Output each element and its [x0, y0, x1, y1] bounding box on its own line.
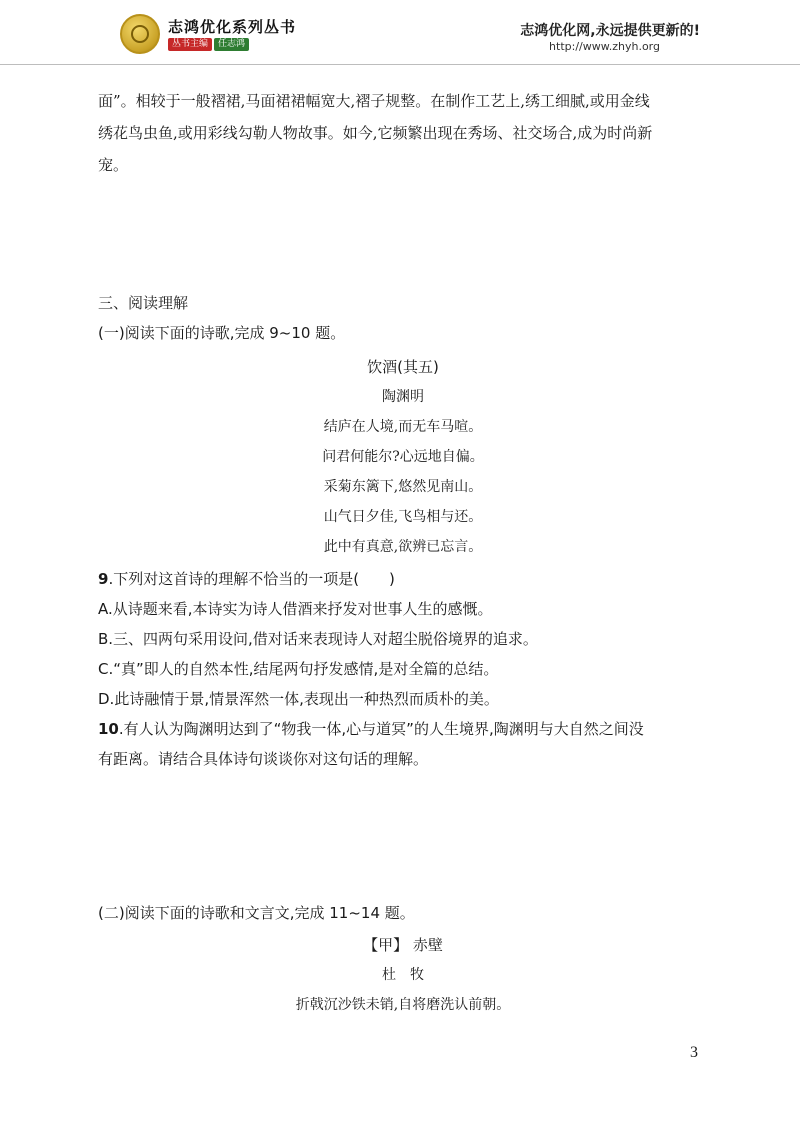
- q9-option-b: B.三、四两句采用设问,借对话来表现诗人对超尘脱俗境界的追求。: [98, 630, 538, 648]
- editor-label-badge: 丛书主编: [168, 38, 212, 51]
- series-title: 志鸿优化系列丛书: [168, 18, 297, 36]
- editor-badges: [168, 38, 249, 52]
- q10-line1: [98, 714, 708, 744]
- poem1: [98, 356, 708, 562]
- q10-text: .有人认为陶渊明达到了“物我一体,心与道冥”的人生境界,陶渊明与大自然之间没: [118, 720, 644, 738]
- part2-section: [98, 898, 708, 1020]
- page-header: [0, 0, 800, 65]
- series-logo-seal-icon: [120, 14, 160, 54]
- poem1-line: 山气日夕佳,飞鸟相与还。: [323, 509, 483, 525]
- q9-option-c: C.“真”即人的自然本性,结尾两句抒发感情,是对全篇的总结。: [98, 660, 499, 678]
- intro-line: 宠。: [98, 156, 129, 174]
- q9-option-a: A.从诗题来看,本诗实为诗人借酒来抒发对世事人生的感慨。: [98, 600, 493, 618]
- q9-stem: [98, 564, 708, 594]
- poem1-line: 问君何能尔?心远地自偏。: [322, 449, 484, 465]
- poem1-line: 结庐在人境,而无车马喧。: [323, 419, 483, 435]
- q10-number: 10: [98, 720, 119, 738]
- poem1-author: 陶渊明: [382, 389, 424, 405]
- q9-stem-text: .下列对这首诗的理解不恰当的一项是( ): [108, 570, 395, 588]
- poem1-line: 此中有真意,欲辨已忘言。: [323, 539, 483, 555]
- page-number: 3: [690, 1044, 698, 1061]
- intro-line: 绣花鸟虫鱼,或用彩线勾勒人物故事。如今,它频繁出现在秀场、社交场合,成为时尚新: [98, 124, 653, 142]
- intro-line: 面”。相较于一般褶裙,马面裙裙幅宽大,褶子规整。在制作工艺上,绣工细腻,或用金线: [98, 92, 650, 110]
- poem2-author: 杜 牧: [382, 967, 424, 983]
- intro-paragraph: [98, 86, 708, 180]
- editor-name-badge: 任志鸿: [214, 38, 249, 51]
- poem1-title: 饮酒(其五): [367, 358, 439, 376]
- section-heading: 三、阅读理解: [98, 294, 189, 312]
- poem2-line: 折戟沉沙铁未销,自将磨洗认前朝。: [295, 997, 511, 1013]
- reading-section: [98, 288, 708, 774]
- q9-number: 9: [98, 570, 109, 588]
- question-10: [98, 714, 708, 774]
- poem1-line: 采菊东篱下,悠然见南山。: [323, 479, 483, 495]
- part1-instruction: (一)阅读下面的诗歌,完成 9~10 题。: [98, 324, 346, 342]
- q9-option-d: D.此诗融情于景,情景浑然一体,表现出一种热烈而质朴的美。: [98, 690, 499, 708]
- question-9: [98, 564, 708, 714]
- part2-instruction: (二)阅读下面的诗歌和文言文,完成 11~14 题。: [98, 904, 415, 922]
- site-slogan: 志鸿优化网,永远提供更新的!: [520, 23, 700, 39]
- q10-line2: 有距离。请结合具体诗句谈谈你对这句话的理解。: [98, 750, 429, 768]
- site-url: http://www.zhyh.org: [549, 40, 660, 53]
- poem2-title: 【甲】 赤壁: [363, 936, 443, 954]
